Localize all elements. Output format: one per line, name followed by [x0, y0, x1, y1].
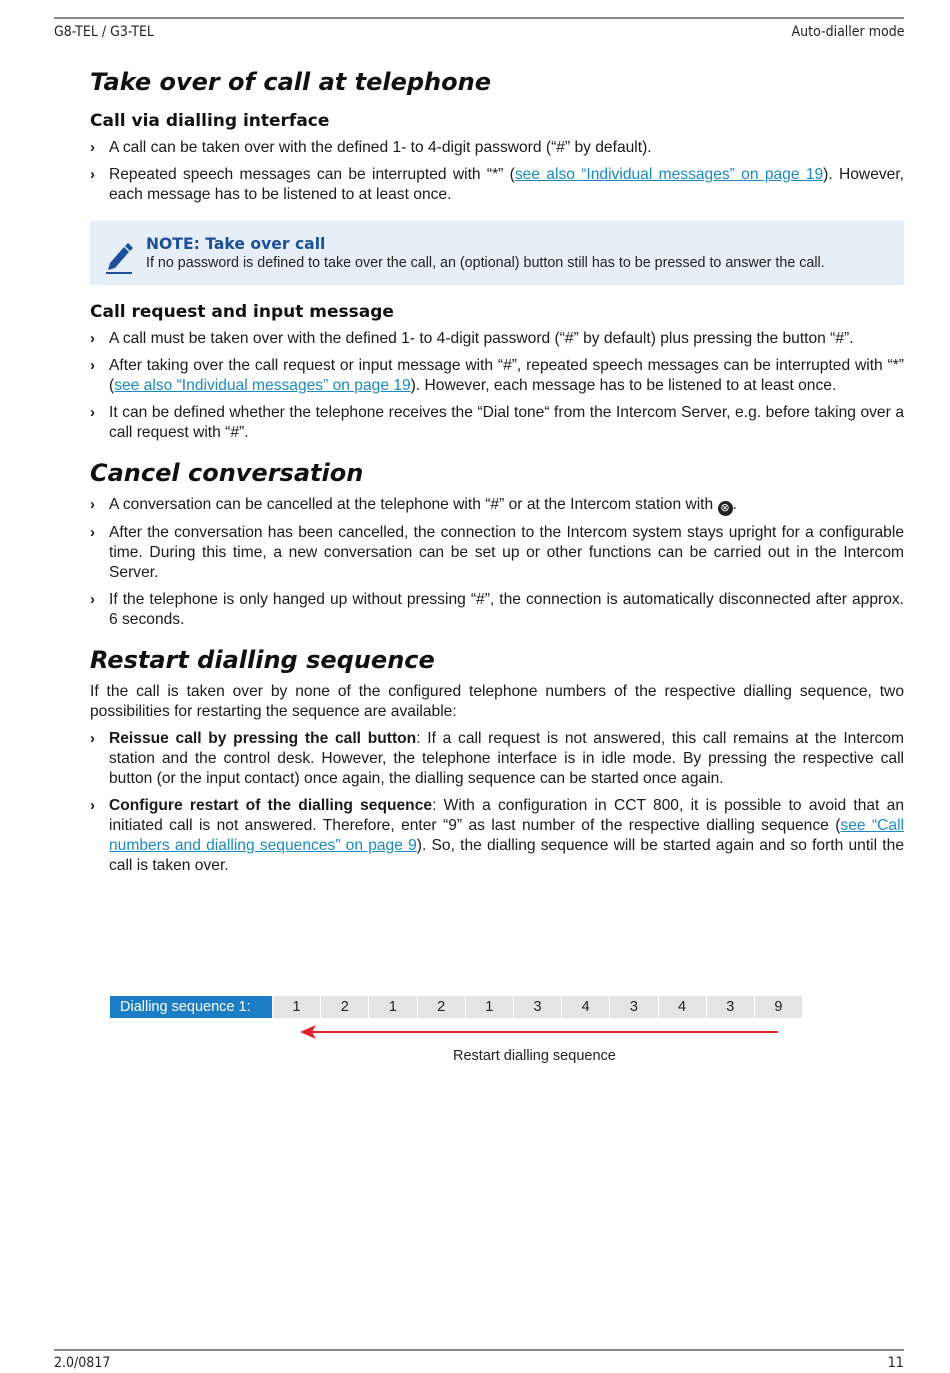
- footer-rule: [54, 1349, 904, 1351]
- note-text: If no password is defined to take over the call, an (optional) button still has to be pressed to answer the call.: [146, 255, 825, 271]
- bullet-list-cancel: [90, 495, 904, 630]
- chevron-right-icon: ›: [90, 139, 95, 156]
- subheading-dialling-interface: Call via dialling interface: [90, 111, 330, 131]
- bullet-list-dialling: [90, 138, 904, 205]
- sequence-cell: 1: [272, 996, 320, 1018]
- link-call-numbers[interactable]: see “Call numbers and dialling sequences” on page 9: [109, 817, 905, 854]
- note-box: [90, 221, 904, 285]
- section-title-restart: Restart dialling sequence: [90, 646, 435, 674]
- pencil-icon: [104, 241, 134, 275]
- sequence-cell: 3: [609, 996, 657, 1018]
- bullet-list-restart: [90, 729, 904, 876]
- chevron-right-icon: ›: [90, 524, 95, 541]
- sequence-cell: 2: [417, 996, 465, 1018]
- sequence-cell: 1: [368, 996, 416, 1018]
- note-title: NOTE: Take over call: [146, 235, 326, 253]
- chevron-right-icon: ›: [90, 166, 95, 183]
- page-number: 11: [887, 1355, 904, 1371]
- chevron-right-icon: ›: [90, 797, 95, 814]
- cancel-icon: ⊗: [718, 501, 733, 516]
- list-item: › It can be defined whether the telephone receives the “Dial tone“ from the Intercom Server, e.g. before taking over a call request with “#”.: [90, 404, 904, 441]
- page-content: [90, 66, 904, 883]
- list-item: › Reissue call by pressing the call button: If a call request is not answered, this call remains at the Intercom station and the control desk. However, the telephone interface is in idle mode. By pressing the respective call button (or the input contact) once again, the dialling sequence can be started once again.: [90, 730, 904, 787]
- chevron-right-icon: ›: [90, 357, 95, 374]
- section-title-takeover: Take over of call at telephone: [90, 68, 491, 96]
- sequence-cell: 3: [706, 996, 754, 1018]
- restart-arrow-icon: [298, 1022, 780, 1042]
- link-individual-messages[interactable]: see also “Individual messages” on page 19: [114, 377, 411, 394]
- sequence-caption: Restart dialling sequence: [453, 1048, 616, 1064]
- sequence-cell: 2: [320, 996, 368, 1018]
- list-item: › A call must be taken over with the defined 1- to 4-digit password (“#” by default) plus pressing the button “#”.: [90, 330, 854, 347]
- subheading-call-request: Call request and input message: [90, 302, 394, 322]
- list-item: › If the telephone is only hanged up without pressing “#”, the connection is automatically disconnected after approx. 6 seconds.: [90, 591, 904, 628]
- sequence-cell: 1: [465, 996, 513, 1018]
- footer-version: 2.0/0817: [54, 1355, 111, 1371]
- chevron-right-icon: ›: [90, 496, 95, 513]
- list-item: › After the conversation has been cancelled, the connection to the Intercom system stays upright for a configurable time. During this time, a new conversation can be set up or other functions can be carried out in the Intercom Server.: [90, 524, 904, 581]
- sequence-cell: 9: [754, 996, 802, 1018]
- list-item: › Configure restart of the dialling sequence: With a configuration in CCT 800, it is possible to avoid that an initiated call is not answered. Therefore, enter “9” as last number of the respective dialling sequence (see “Call numbers and dialling sequences” on page 9). So, the dialling sequence will be started again and so forth until the call is taken over.: [90, 797, 905, 874]
- chevron-right-icon: ›: [90, 404, 95, 421]
- header-product: G8-TEL / G3-TEL: [54, 24, 154, 40]
- restart-intro: If the call is taken over by none of the configured telephone numbers of the respective dialling sequence, two possibilities for restarting the sequence are available:: [90, 683, 904, 720]
- dialling-sequence-diagram: [110, 996, 802, 1018]
- sequence-cell: 3: [513, 996, 561, 1018]
- sequence-label: Dialling sequence 1:: [110, 996, 272, 1018]
- sequence-cell: 4: [561, 996, 609, 1018]
- sequence-cell: 4: [658, 996, 706, 1018]
- chevron-right-icon: ›: [90, 730, 95, 747]
- list-item: › A conversation can be cancelled at the telephone with “#” or at the Intercom station with ⊗ .: [90, 496, 737, 514]
- chevron-right-icon: ›: [90, 591, 95, 608]
- list-item: › A call can be taken over with the defined 1- to 4-digit password (“#” by default).: [90, 139, 652, 156]
- list-item: › Repeated speech messages can be interrupted with “*” (see also “Individual messages” on page 19). However, each message has to be listened to at least once.: [90, 166, 905, 203]
- header-rule: [54, 17, 904, 19]
- bullet-list-call-request: [90, 329, 904, 443]
- chevron-right-icon: ›: [90, 330, 95, 347]
- section-title-cancel: Cancel conversation: [90, 459, 364, 487]
- header-chapter: Auto-dialler mode: [791, 24, 904, 40]
- list-item: › After taking over the call request or input message with “#”, repeated speech messages can be interrupted with “*” (see also “Individual messages” on page 19). However, each message has to be listened to at least once.: [90, 357, 904, 394]
- link-individual-messages[interactable]: see also “Individual messages” on page 19: [514, 166, 824, 183]
